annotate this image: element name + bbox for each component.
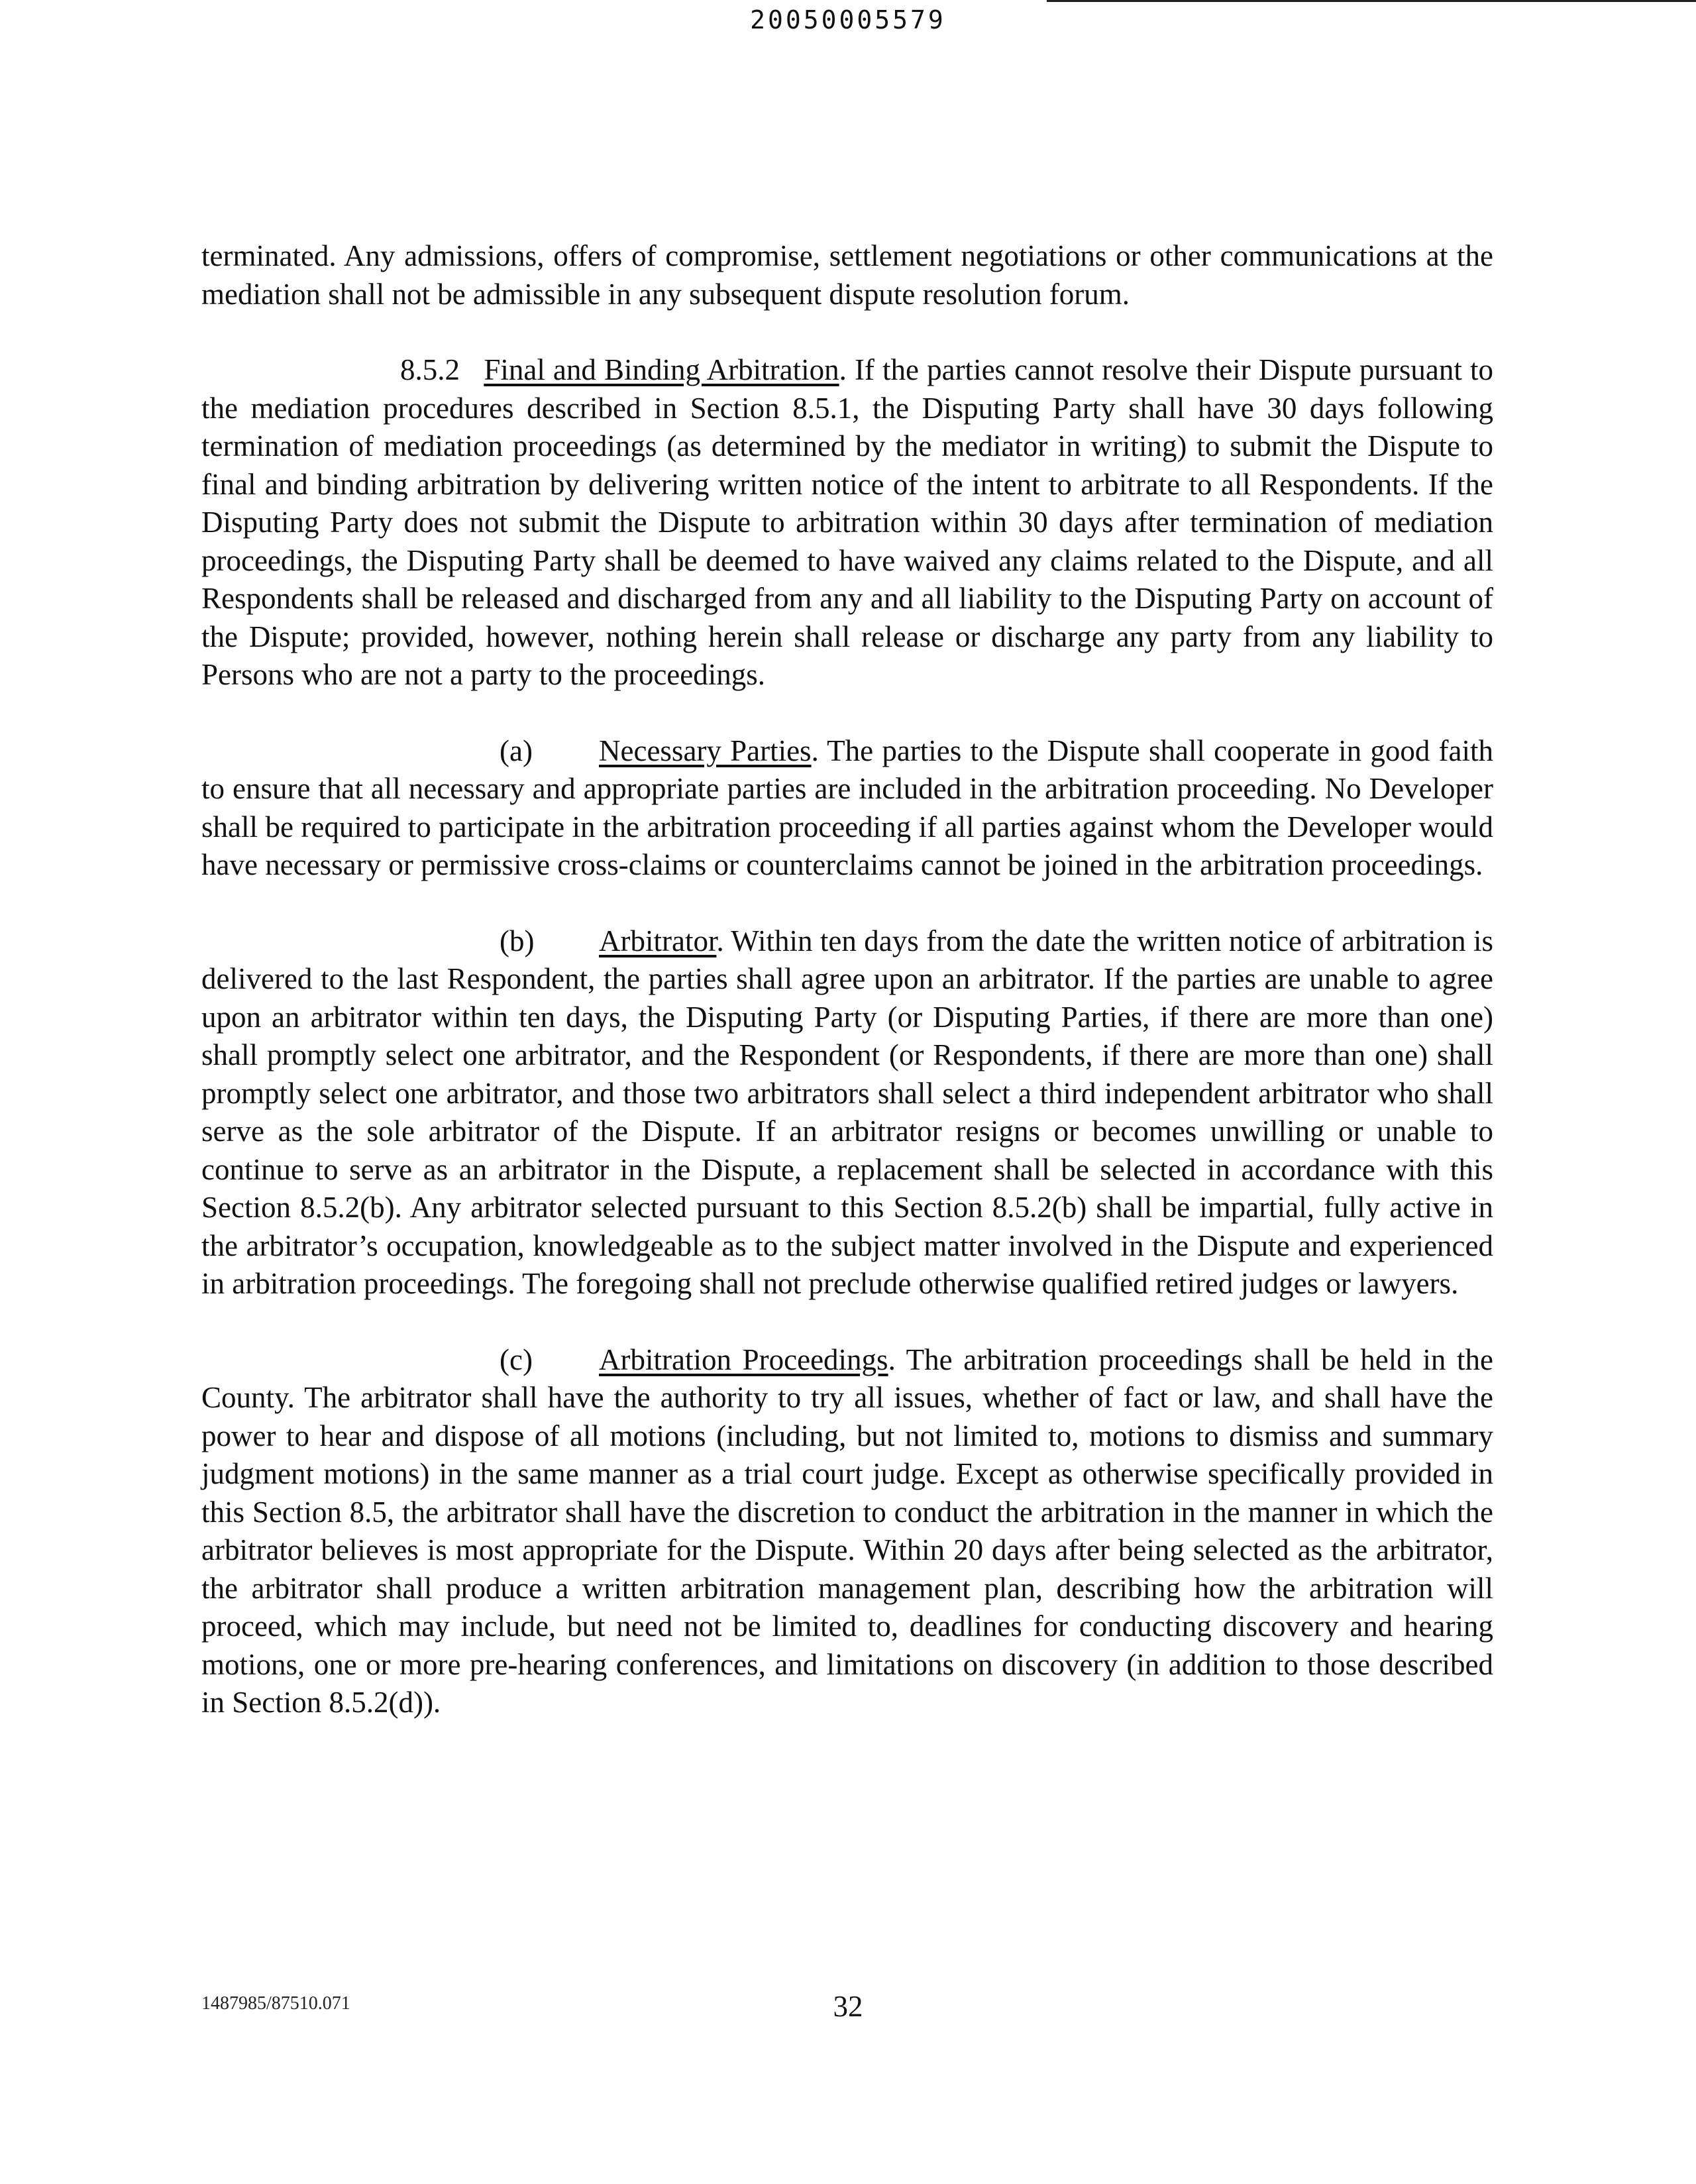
paragraph-c bbox=[201, 1341, 1493, 1722]
subsection-heading: Necessary Parties bbox=[599, 734, 812, 767]
paragraph-continuation bbox=[201, 237, 1493, 313]
paragraph-text: . The parties to the Dispute shall cooperate in good faith to ensure that all necessary and appropriate parties are included in the arbitration proceeding. No Developer shall be required to participate in the arbitration proceeding if all parties against whom the Developer would have necessary or permissive cross-claims or counterclaims cannot be joined in the arbitration proceedings. bbox=[201, 734, 1493, 881]
subsection-heading: Arbitrator bbox=[599, 924, 717, 957]
subsection-label: (a) bbox=[500, 734, 533, 767]
paragraph-a bbox=[201, 732, 1493, 885]
subsection-heading: Arbitration Proceedings bbox=[599, 1342, 888, 1376]
document-number: 20050005579 bbox=[750, 5, 946, 34]
top-rule bbox=[1047, 0, 1696, 2]
paragraph-text: terminated. Any admissions, offers of compromise, settlement negotiations or other communications at the mediation shall not be admissible in any subsequent dispute resolution forum. bbox=[201, 239, 1493, 311]
paragraph-text: . Within ten days from the date the written notice of arbitration is delivered to the last Respondent, the parties shall agree upon an arbitrator. If the parties are unable to agree upon an arbitrator within ten days, the Disputing Party (or Disputing Parties, if there are more than one) shall promptly select one arbitrator, and the Respondent (or Respondents, if there are more than one) shall promptly select one arbitrator, and those two arbitrators shall select a third independent arbitrator who shall serve as the sole arbitrator of the Dispute. If an arbitrator resigns or becomes unwilling or unable to continue to serve as an arbitrator in the Dispute, a replacement shall be selected in accordance with this Section 8.5.2(b). Any arbitrator selected pursuant to this Section 8.5.2(b) shall be impartial, fully active in the arbitrator’s occupation, knowledgeable as to the subject matter involved in the Dispute and experienced in arbitration proceedings. The foregoing shall not preclude otherwise qualified retired judges or lawyers. bbox=[201, 924, 1493, 1300]
paragraph-8-5-2 bbox=[201, 351, 1493, 694]
footer-document-id: 1487985/87510.071 bbox=[201, 1993, 350, 2014]
page-number: 32 bbox=[833, 1990, 863, 2023]
section-number: 8.5.2 bbox=[400, 353, 460, 386]
subsection-label: (c) bbox=[500, 1342, 533, 1376]
paragraph-text: . If the parties cannot resolve their Dispute pursuant to the mediation procedures described in Section 8.5.1, the Disputing Party shall have 30 days following termination of mediation proceedings (as determined by the mediator in writing) to submit the Dispute to final and binding arbitration by delivering written notice of the intent to arbitrate to all Respondents. If the Disputing Party does not submit the Dispute to arbitration within 30 days after termination of mediation proceedings, the Disputing Party shall be deemed to have waived any claims related to the Dispute, and all Respondents shall be released and discharged from any and all liability to the Disputing Party on account of the Dispute; provided, however, nothing herein shall release or discharge any party from any liability to Persons who are not a party to the proceedings. bbox=[201, 353, 1493, 691]
paragraph-text: . The arbitration proceedings shall be held in the County. The arbitrator shall have the authority to try all issues, whether of fact or law, and shall have the power to hear and dispose of all motions (including, but not limited to, motions to dismiss and summary judgment motions) in the same manner as a trial court judge. Except as otherwise specifically provided in this Section 8.5, the arbitrator shall have the discretion to conduct the arbitration in the manner in which the arbitrator believes is most appropriate for the Dispute. Within 20 days after being selected as the arbitrator, the arbitrator shall produce a written arbitration management plan, describing how the arbitration will proceed, which may include, but need not be limited to, deadlines for conducting discovery and hearing motions, one or more pre-hearing conferences, and limitations on discovery (in addition to those described in Section 8.5.2(d)). bbox=[201, 1342, 1493, 1719]
paragraph-b bbox=[201, 922, 1493, 1303]
subsection-label: (b) bbox=[500, 924, 535, 957]
section-heading: Final and Binding Arbitration bbox=[484, 353, 839, 386]
document-body bbox=[201, 237, 1493, 1760]
